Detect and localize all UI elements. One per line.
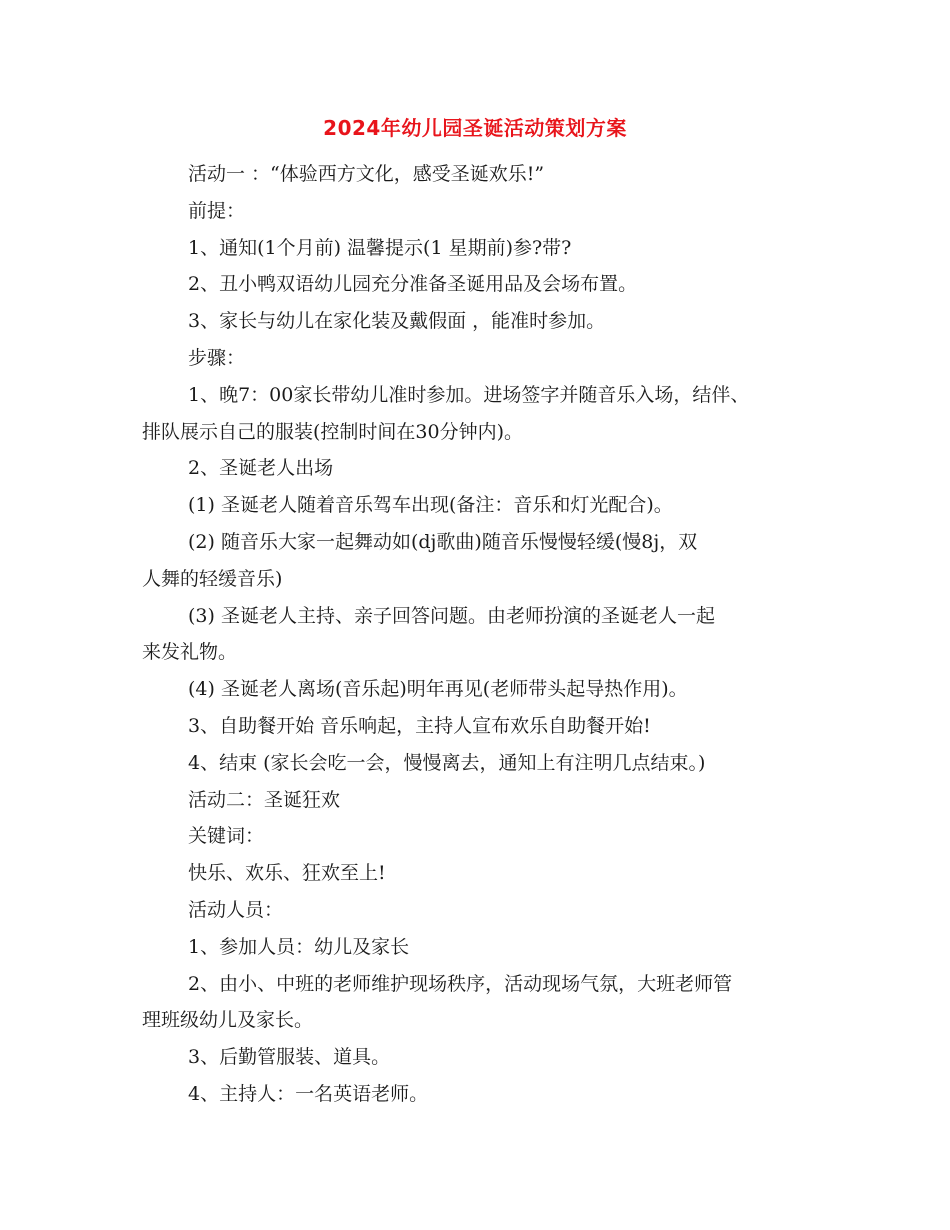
paragraph-line: (4) 圣诞老人离场(音乐起)明年再见(老师带头起导热作用)。 <box>188 678 688 701</box>
paragraph-line: 快乐、欢乐、狂欢至上! <box>188 862 386 885</box>
paragraph-line: (1) 圣诞老人随着音乐驾车出现(备注：音乐和灯光配合)。 <box>188 494 673 517</box>
paragraph-line: (3) 圣诞老人主持、亲子回答问题。由老师扮演的圣诞老人一起 <box>188 604 715 627</box>
paragraph-line: 4、主持人：一名英语老师。 <box>188 1082 429 1105</box>
paragraph-line: 活动人员： <box>188 898 284 921</box>
paragraph-line: 1、通知(1个月前) 温馨提示(1 星期前)参?带? <box>188 236 572 259</box>
document-body <box>142 156 822 1113</box>
paragraph-line: 排队展示自己的服装(控制时间在30分钟内)。 <box>142 420 524 443</box>
paragraph-line: 理班级幼儿及家长。 <box>142 1009 314 1032</box>
paragraph-line: 前提： <box>188 199 246 222</box>
document-title: 2024年幼儿园圣诞活动策划方案 <box>323 116 627 140</box>
paragraph-line: 1、参加人员：幼儿及家长 <box>188 935 410 958</box>
paragraph-line: 关键词： <box>188 825 265 848</box>
paragraph-line: 1、晚7：00家长带幼儿准时参加。进场签字并随音乐入场，结伴、 <box>188 383 750 406</box>
paragraph-line: 2、圣诞老人出场 <box>188 457 334 480</box>
paragraph-line: 活动一 ：“体验西方文化，感受圣诞欢乐!” <box>188 163 545 185</box>
paragraph-line: (2) 随音乐大家一起舞动如(dj歌曲)随音乐慢慢轻缓(慢8j，双 <box>188 530 698 553</box>
paragraph-line: 2、由小、中班的老师维护现场秩序，活动现场气氛，大班老师管 <box>188 972 733 995</box>
paragraph-line: 2、丑小鸭双语幼儿园充分准备圣诞用品及会场布置。 <box>188 273 638 296</box>
paragraph-line: 来发礼物。 <box>142 641 238 664</box>
paragraph-line: 人舞的轻缓音乐) <box>142 567 283 590</box>
paragraph-line: 3、后勤管服装、道具。 <box>188 1046 391 1069</box>
paragraph-line: 步骤： <box>188 346 246 369</box>
paragraph-line: 3、自助餐开始 音乐响起，主持人宣布欢乐自助餐开始! <box>188 714 651 737</box>
paragraph-line: 4、结束 (家长会吃一会，慢慢离去，通知上有注明几点结束。) <box>188 751 706 774</box>
paragraph-line: 活动二：圣诞狂欢 <box>188 788 341 811</box>
paragraph-line: 3、家长与幼儿在家化装及戴假面 ，能准时参加。 <box>188 310 606 333</box>
